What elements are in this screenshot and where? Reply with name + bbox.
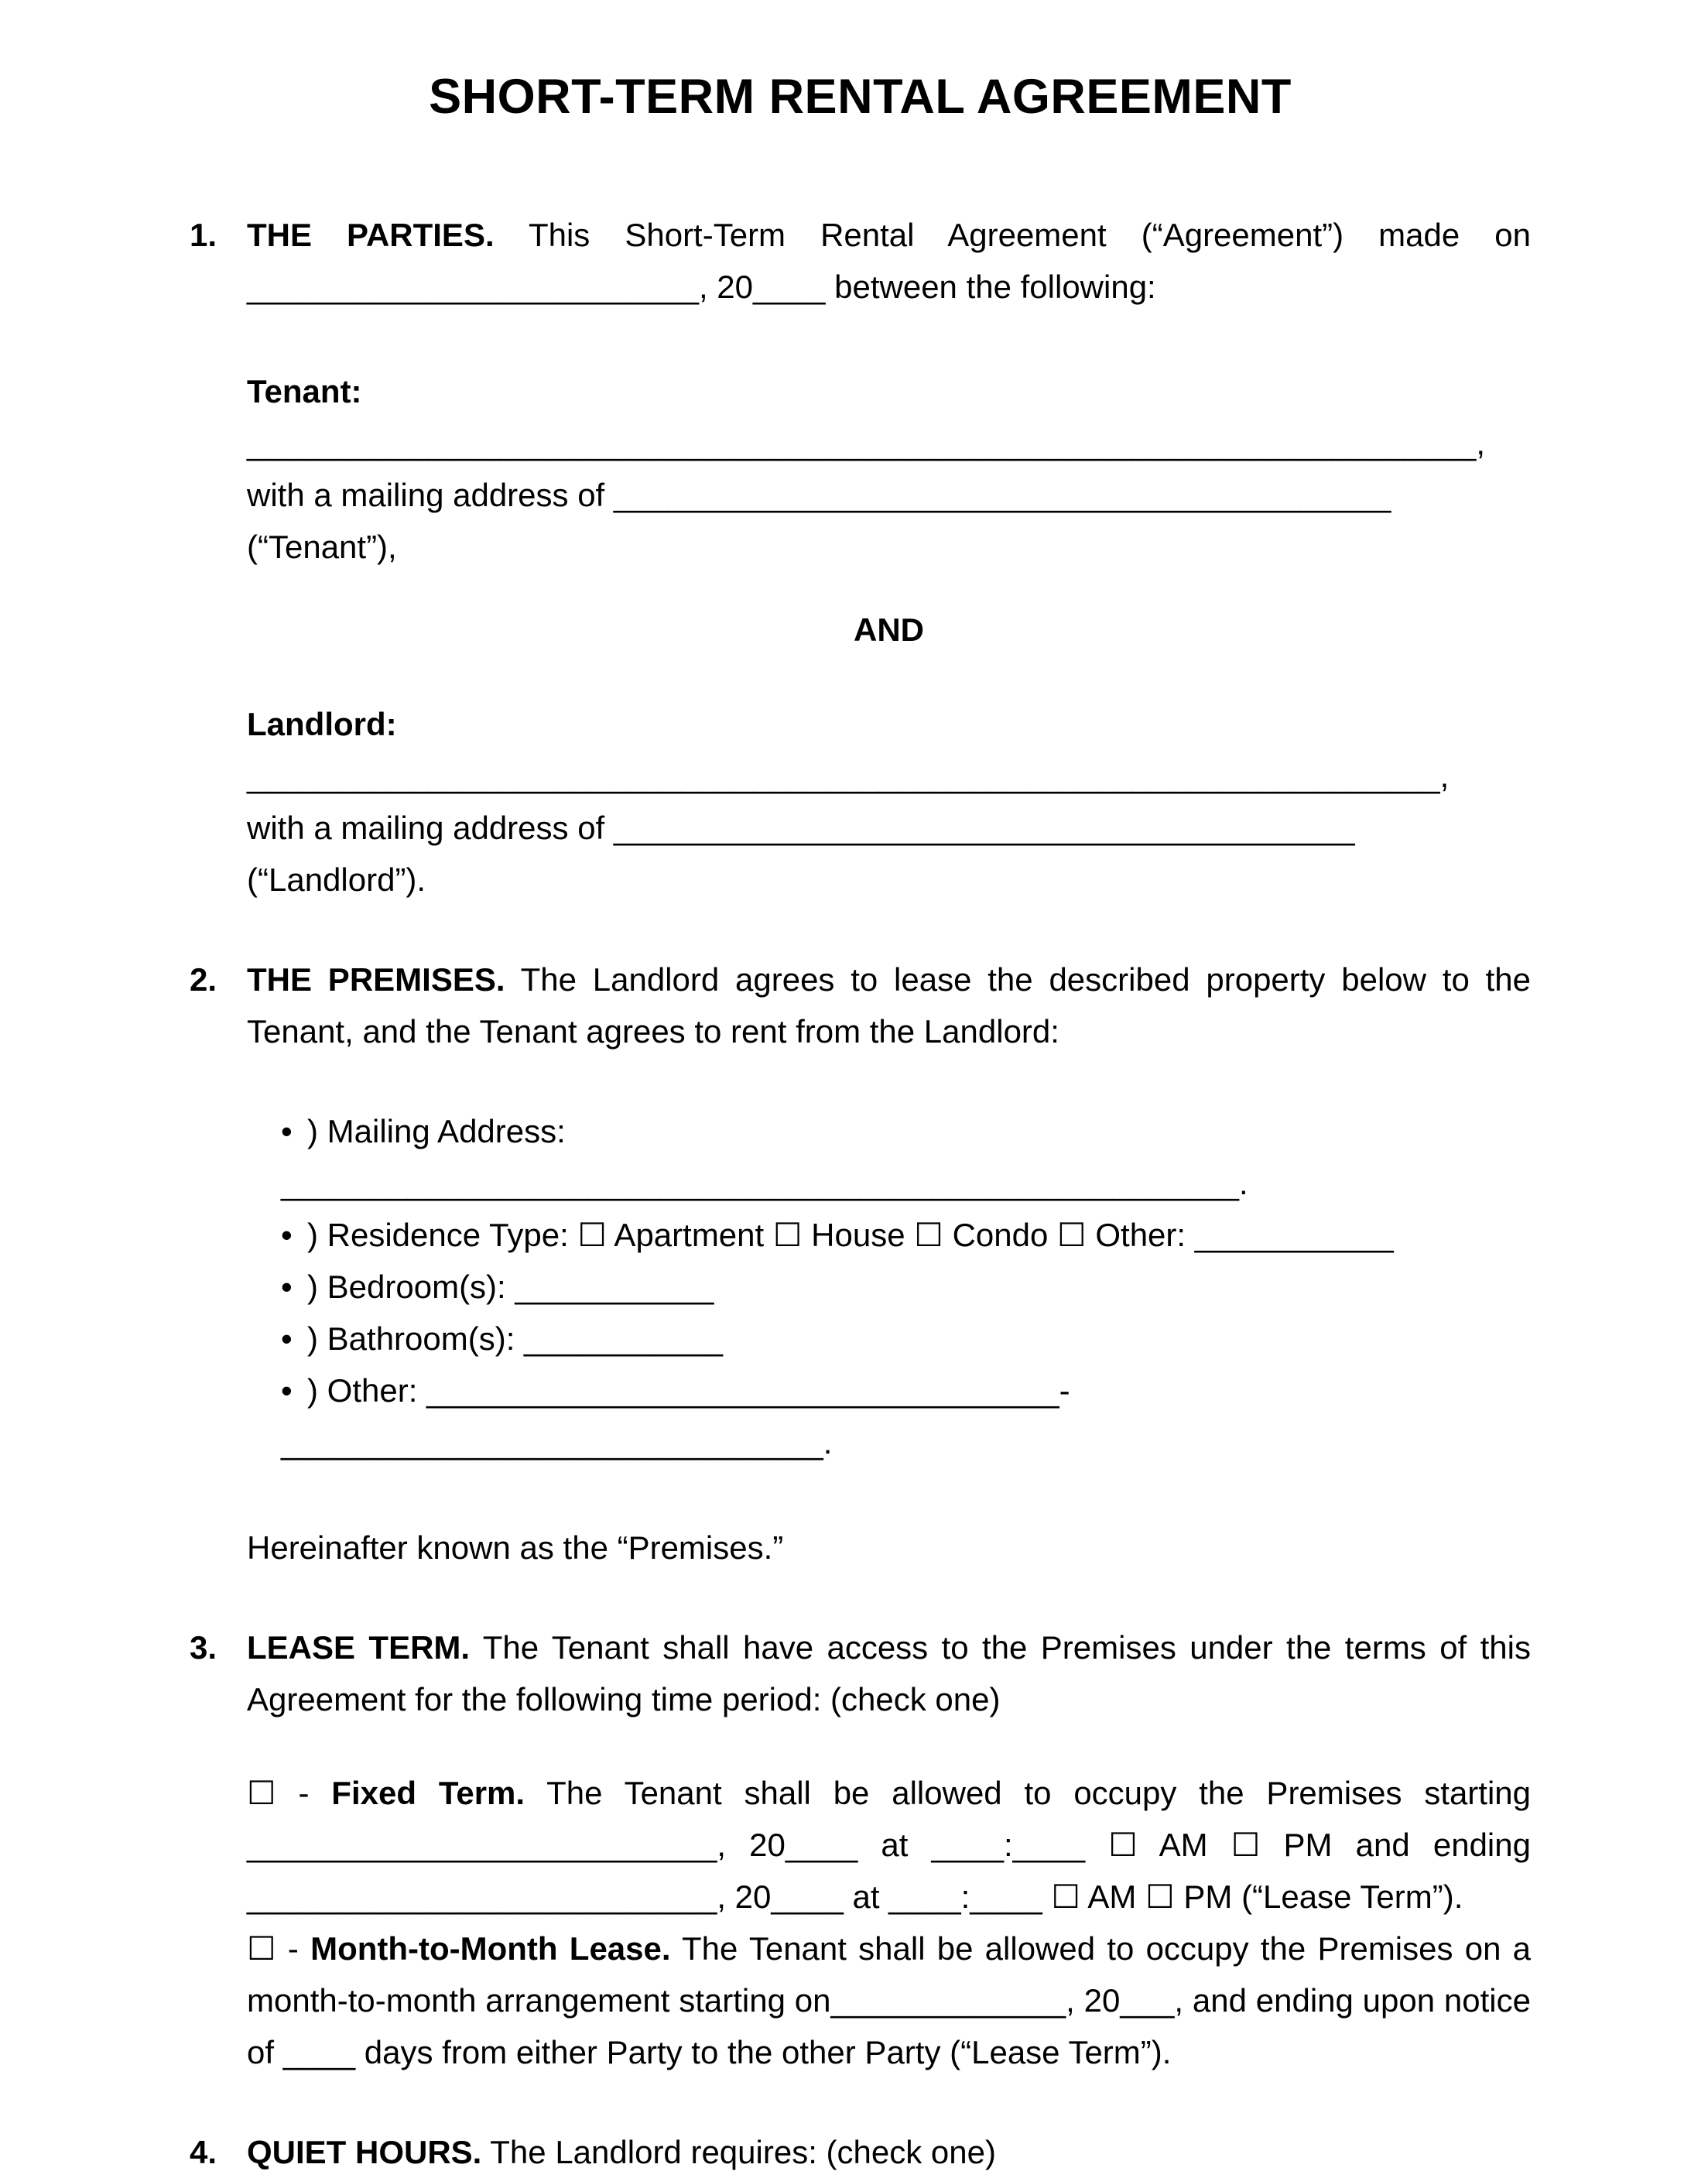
section-2-heading: THE PREMISES.: [247, 961, 505, 998]
start-am-checkbox[interactable]: ☐: [1108, 1826, 1138, 1864]
section-2-intro: [247, 954, 1531, 1057]
apartment-checkbox[interactable]: ☐: [577, 1216, 608, 1254]
section-1-heading: THE PARTIES.: [247, 217, 495, 253]
landlord-address-line[interactable]: with a mailing address of _________________________________________ (“Landlord”).: [247, 810, 1355, 898]
other-blank[interactable]: ) Other: ___________________________________-______________________________.: [281, 1372, 1070, 1461]
bullet-icon: •: [281, 1372, 293, 1409]
month-to-month-option: [247, 1923, 1531, 2078]
section-2-text: The Landlord agrees to lease the described property below to the Tenant, and the Tenant agrees to rent from the Landlord:: [247, 961, 1531, 1050]
section-4-heading: QUIET HOURS.: [247, 2134, 482, 2170]
tenant-name-blank[interactable]: ____________________________________________________________________,: [247, 425, 1486, 461]
month-to-month-label: Month-to-Month Lease.: [310, 1930, 671, 1967]
bathrooms-blank[interactable]: ) Bathroom(s): ___________: [307, 1320, 723, 1357]
month-to-month-text: The Tenant shall be allowed to occupy the Premises on a month-to-month arrangement starting on_____________, 20___, and ending upon notice of ____ days from either Party to the other Party (“Lease Term”).: [247, 1930, 1531, 2070]
other-residence-checkbox[interactable]: ☐: [1057, 1216, 1087, 1254]
landlord-block: [247, 698, 1531, 906]
tenant-address-line[interactable]: with a mailing address of ___________________________________________ (“Tenant”),: [247, 477, 1391, 565]
fixed-term-checkbox[interactable]: ☐: [247, 1774, 276, 1812]
end-pm-checkbox[interactable]: ☐: [1145, 1878, 1175, 1916]
fixed-term-dash: -: [276, 1775, 332, 1811]
end-pm-label: PM (“Lease Term”).: [1174, 1878, 1463, 1915]
section-4-number: 4.: [190, 2134, 217, 2170]
and-separator: AND: [854, 611, 924, 648]
section-3-heading: LEASE TERM.: [247, 1629, 471, 1666]
document-title: SHORT-TERM RENTAL AGREEMENT: [429, 70, 1292, 124]
bedrooms-item: [247, 1261, 1531, 1313]
fixed-term-text: The Tenant shall be allowed to occupy the Premises starting __________________________, 20____ at ____:____: [247, 1775, 1532, 1863]
premises-footer: Hereinafter known as the “Premises.”: [247, 1529, 784, 1566]
bullet-icon: •: [281, 1269, 293, 1305]
residence-type-item: [247, 1209, 1531, 1261]
section-lease-term: [190, 1622, 1531, 2078]
section-1-text: This Short-Term Rental Agreement (“Agreement”) made on _________________________, 20____ between the following:: [247, 217, 1531, 305]
house-checkbox[interactable]: ☐: [772, 1216, 803, 1254]
bedrooms-blank[interactable]: ) Bedroom(s): ___________: [307, 1269, 714, 1305]
bullet-icon: •: [281, 1113, 293, 1149]
section-quiet-hours: [190, 2126, 1531, 2178]
end-am-label: AM: [1080, 1878, 1146, 1915]
apartment-label: Apartment: [607, 1217, 773, 1253]
section-3-intro: [247, 1622, 1531, 1725]
section-2-number: 2.: [190, 961, 217, 998]
section-4-text: The Landlord requires: (check one): [490, 2134, 996, 2170]
bullet-icon: •: [281, 1320, 293, 1357]
section-4-intro: [247, 2126, 1531, 2178]
bullet-icon: •: [281, 1217, 293, 1253]
start-pm-label: PM and ending __________________________, 20____ at ____:____: [247, 1827, 1531, 1915]
fixed-term-label: Fixed Term.: [331, 1775, 525, 1811]
tenant-label: Tenant:: [247, 373, 362, 409]
premises-details-list: [247, 1105, 1531, 1468]
section-3-number: 3.: [190, 1629, 217, 1666]
month-to-month-dash: -: [276, 1930, 311, 1967]
end-am-checkbox[interactable]: ☐: [1051, 1878, 1081, 1916]
section-the-parties: [190, 209, 1531, 906]
other-residence-blank[interactable]: Other: ___________: [1086, 1217, 1394, 1253]
mailing-address-item: [247, 1105, 1531, 1209]
bathrooms-item: [247, 1313, 1531, 1365]
start-pm-checkbox[interactable]: ☐: [1231, 1826, 1261, 1864]
tenant-block: [247, 365, 1531, 573]
residence-type-label: ) Residence Type:: [307, 1217, 578, 1253]
condo-label: Condo: [943, 1217, 1058, 1253]
section-1-intro: [247, 209, 1531, 313]
other-item: [247, 1365, 1531, 1468]
section-1-number: 1.: [190, 217, 217, 253]
landlord-label: Landlord:: [247, 706, 397, 742]
condo-checkbox[interactable]: ☐: [914, 1216, 943, 1254]
mailing-address-blank[interactable]: ) Mailing Address: _____________________________________________________.: [281, 1113, 1248, 1201]
fixed-term-option: [247, 1767, 1531, 1923]
landlord-name-blank[interactable]: __________________________________________________________________,: [247, 758, 1450, 794]
house-label: House: [802, 1217, 915, 1253]
section-the-premises: [190, 954, 1531, 1574]
section-3-text: The Tenant shall have access to the Premises under the terms of this Agreement for the following time period: (check one): [247, 1629, 1531, 1717]
month-to-month-checkbox[interactable]: ☐: [247, 1930, 276, 1967]
start-am-label: AM: [1137, 1827, 1231, 1863]
